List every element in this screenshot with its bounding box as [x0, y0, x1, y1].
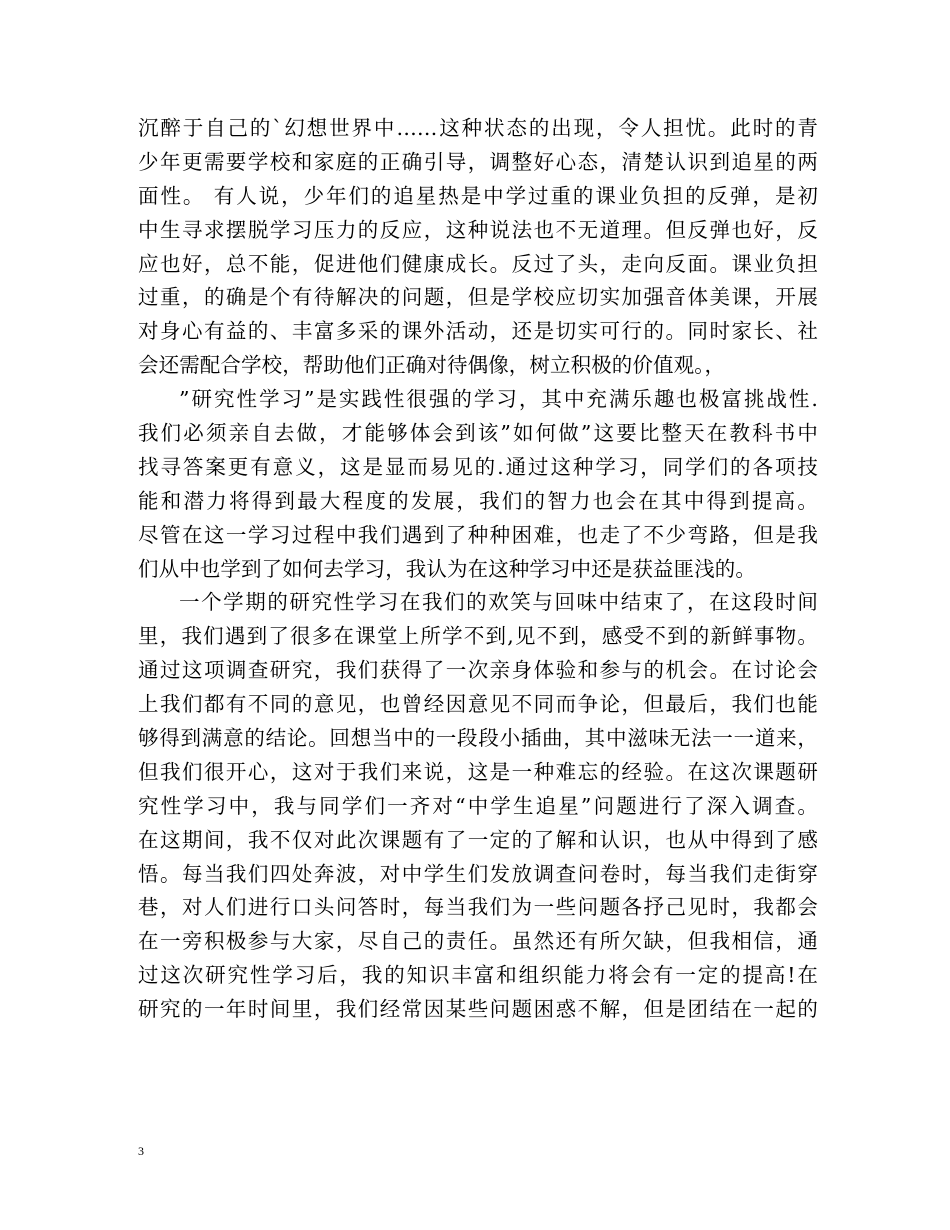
text-line: ”研究性学习”是实践性很强的学习，其中充满乐趣也极富挑战性. [179, 387, 818, 412]
text-line: 研究的一年时间里，我们经常因某些问题困惑不解，但是团结在一起的 [138, 997, 818, 1022]
text-line: 上我们都有不同的意见，也曾经因意见不同而争论，但最后，我们也能 [138, 692, 818, 717]
text-line: 通过这项调查研究，我们获得了一次亲身体验和参与的机会。在讨论会 [138, 658, 818, 683]
text-line: 应也好，总不能，促进他们健康成长。反过了头，走向反面。课业负担 [138, 251, 818, 276]
text-line: 但我们很开心，这对于我们来说，这是一种难忘的经验。在这次课题研 [138, 759, 818, 784]
text-line: 少年更需要学校和家庭的正确引导，调整好心态，清楚认识到追星的两 [138, 149, 818, 174]
text-line: 究性学习中，我与同学们一齐对“中学生追星”问题进行了深入调查。 [138, 793, 818, 818]
text-line: 悟。每当我们四处奔波，对中学生们发放调查问卷时，每当我们走街穿 [138, 861, 818, 886]
text-line: 尽管在这一学习过程中我们遇到了种种困难，也走了不少弯路，但是我 [138, 522, 818, 547]
text-line: 一个学期的研究性学习在我们的欢笑与回味中结束了，在这段时间 [179, 590, 818, 615]
document-body [138, 112, 818, 1027]
text-line: 中生寻求摆脱学习压力的反应，这种说法也不无道理。但反弹也好，反 [138, 217, 818, 242]
text-line: 够得到满意的结论。回想当中的一段段小插曲，其中滋味无法一一道来， [138, 726, 818, 751]
text-line: 沉醉于自己的`幻想世界中……这种状态的出现，令人担忧。此时的青 [138, 116, 818, 140]
text-line: 找寻答案更有意义，这是显而易见的.通过这种学习，同学们的各项技 [138, 454, 818, 479]
text-line: 面性。 有人说，少年们的追星热是中学过重的课业负担的反弹，是初 [138, 183, 818, 208]
page-number: 3 [138, 1144, 144, 1158]
text-line: 们从中也学到了如何去学习，我认为在这种学习中还是获益匪浅的。 [138, 556, 756, 581]
text-line: 里，我们遇到了很多在课堂上所学不到,见不到，感受不到的新鲜事物。 [138, 624, 818, 649]
text-line: 巷，对人们进行口头问答时，每当我们为一些问题各抒己见时，我都会 [138, 895, 818, 920]
text-line: 能和潜力将得到最大程度的发展，我们的智力也会在其中得到提高。 [138, 488, 818, 513]
text-line: 我们必须亲自去做，才能够体会到该”如何做”这要比整天在教科书中 [138, 421, 818, 446]
text-line: 对身心有益的、丰富多采的课外活动，还是切实可行的。同时家长、社 [138, 319, 818, 344]
text-line: 会还需配合学校，帮助他们正确对待偶像，树立积极的价值观。， [138, 353, 726, 378]
text-line: 过重，的确是个有待解决的问题，但是学校应切实加强音体美课，开展 [138, 285, 818, 310]
text-line: 过这次研究性学习后，我的知识丰富和组织能力将会有一定的提高!在 [138, 963, 818, 988]
text-line: 在一旁积极参与大家，尽自己的责任。虽然还有所欠缺，但我相信，通 [138, 929, 818, 954]
text-line: 在这期间，我不仅对此次课题有了一定的了解和认识，也从中得到了感 [138, 827, 818, 852]
